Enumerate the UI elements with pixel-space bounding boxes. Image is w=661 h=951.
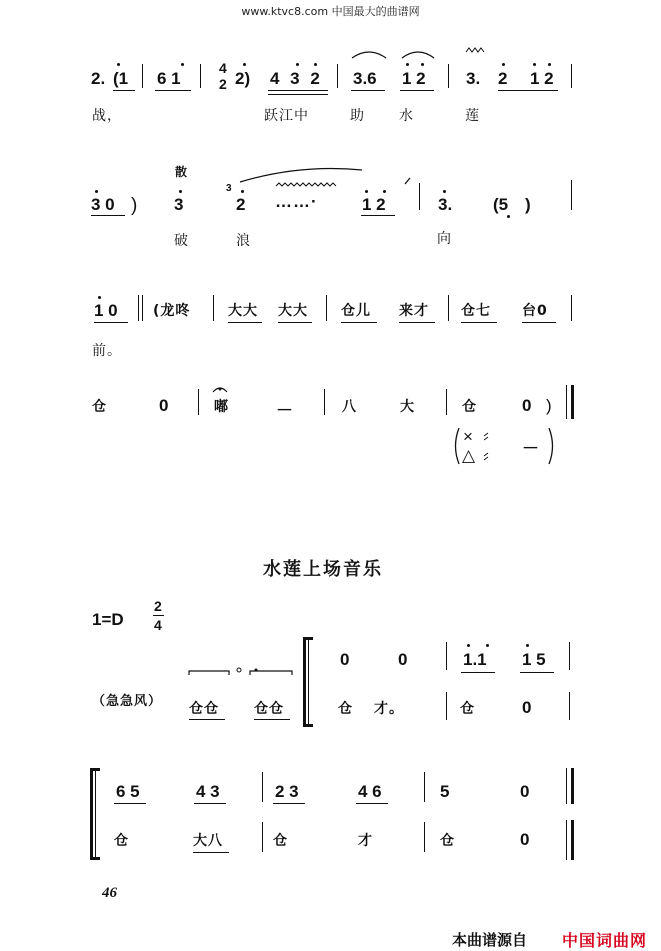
bracket: ): [525, 195, 531, 214]
lyric: 跃江中: [264, 108, 309, 124]
percussion: 仓: [114, 833, 129, 849]
dash: －: [522, 439, 539, 458]
percussion: 仓仓: [189, 701, 219, 717]
percussion: 仓仓: [254, 701, 284, 717]
note: 4 3: [196, 782, 220, 801]
site-header: www.ktvc8.com 中国最大的曲谱网: [241, 5, 420, 18]
percussion: 大大: [228, 303, 258, 319]
percussion: (龙咚: [153, 303, 191, 319]
percussion: 仓儿: [341, 303, 371, 319]
note: 0: [398, 650, 408, 669]
triangle-mark: △: [462, 446, 476, 465]
percussion: 大大: [278, 303, 308, 319]
percussion: 仓: [273, 833, 288, 849]
tremolo: ……·: [275, 192, 318, 211]
percussion: 嘟: [214, 399, 229, 415]
lyric: 前。: [92, 343, 122, 359]
note: 2.: [91, 69, 106, 88]
note: 3.: [438, 195, 453, 214]
footer-site: 中国词曲网: [562, 931, 648, 950]
bracket: ): [131, 195, 138, 216]
note: 0: [522, 698, 532, 717]
percussion: 大: [400, 399, 415, 415]
lyric: 战，: [92, 108, 122, 124]
percussion: 仓: [460, 701, 475, 717]
percussion: 仓七: [461, 303, 491, 319]
lyric: 水: [399, 108, 414, 124]
percussion: 台0: [522, 303, 548, 319]
page-number: 46: [102, 885, 117, 901]
note: 4 3 2: [270, 69, 323, 88]
percussion: 大八: [193, 833, 223, 849]
percussion: 八: [342, 399, 357, 415]
key-signature: 1=D: [92, 610, 124, 629]
lyric: 浪: [236, 233, 251, 249]
dash: －: [276, 401, 293, 420]
percussion: 仓: [462, 399, 477, 415]
lyric: 助: [350, 108, 365, 124]
note: 3 0: [91, 195, 115, 214]
note: 0: [159, 396, 169, 415]
grace-note: 3: [226, 183, 232, 194]
lyric: 莲: [465, 108, 480, 124]
percussion: 仓: [440, 833, 455, 849]
note: 4 6: [358, 782, 382, 801]
note: 0: [520, 830, 530, 849]
note: 3.6: [353, 69, 377, 88]
section-title: 水莲上场音乐: [263, 559, 383, 580]
percussion: 仓: [338, 701, 353, 717]
note: 5: [440, 782, 450, 801]
percussion: 才。: [374, 701, 404, 717]
bracket: ): [546, 396, 552, 415]
note: 1 2: [530, 69, 554, 88]
note: 3.: [466, 69, 481, 88]
note: 1 2: [402, 69, 426, 88]
note: 0: [520, 782, 530, 801]
percussion-label: （急急风）: [92, 694, 163, 709]
percussion: 仓: [92, 399, 107, 415]
note: 6 5: [116, 782, 140, 801]
lyric: 向: [437, 231, 452, 247]
note: 2): [235, 69, 251, 88]
lyric: 破: [174, 233, 189, 249]
note: 1.1: [463, 650, 487, 669]
note: (1: [113, 69, 129, 88]
percussion: 才: [358, 833, 373, 849]
time-sig-num: 4: [219, 60, 227, 76]
note: 1 5: [522, 650, 546, 669]
percussion: 来才: [399, 303, 429, 319]
tempo-marking: 散: [175, 165, 188, 179]
note: 1 0: [94, 301, 118, 320]
note: 3: [174, 195, 184, 214]
note: 2: [498, 69, 508, 88]
time-sig-den: 2: [219, 76, 227, 92]
time-sig-den: 4: [154, 617, 162, 633]
time-sig-num: 2: [154, 598, 162, 614]
note: 2: [236, 195, 246, 214]
note: 0: [522, 396, 532, 415]
note: (5: [493, 195, 509, 214]
note: 2 3: [275, 782, 299, 801]
cross-mark: ×: [463, 427, 473, 446]
note: 0: [340, 650, 350, 669]
footer-source: 本曲谱源自: [452, 931, 528, 949]
note: 6 1: [157, 69, 181, 88]
note: 1 2: [362, 195, 386, 214]
